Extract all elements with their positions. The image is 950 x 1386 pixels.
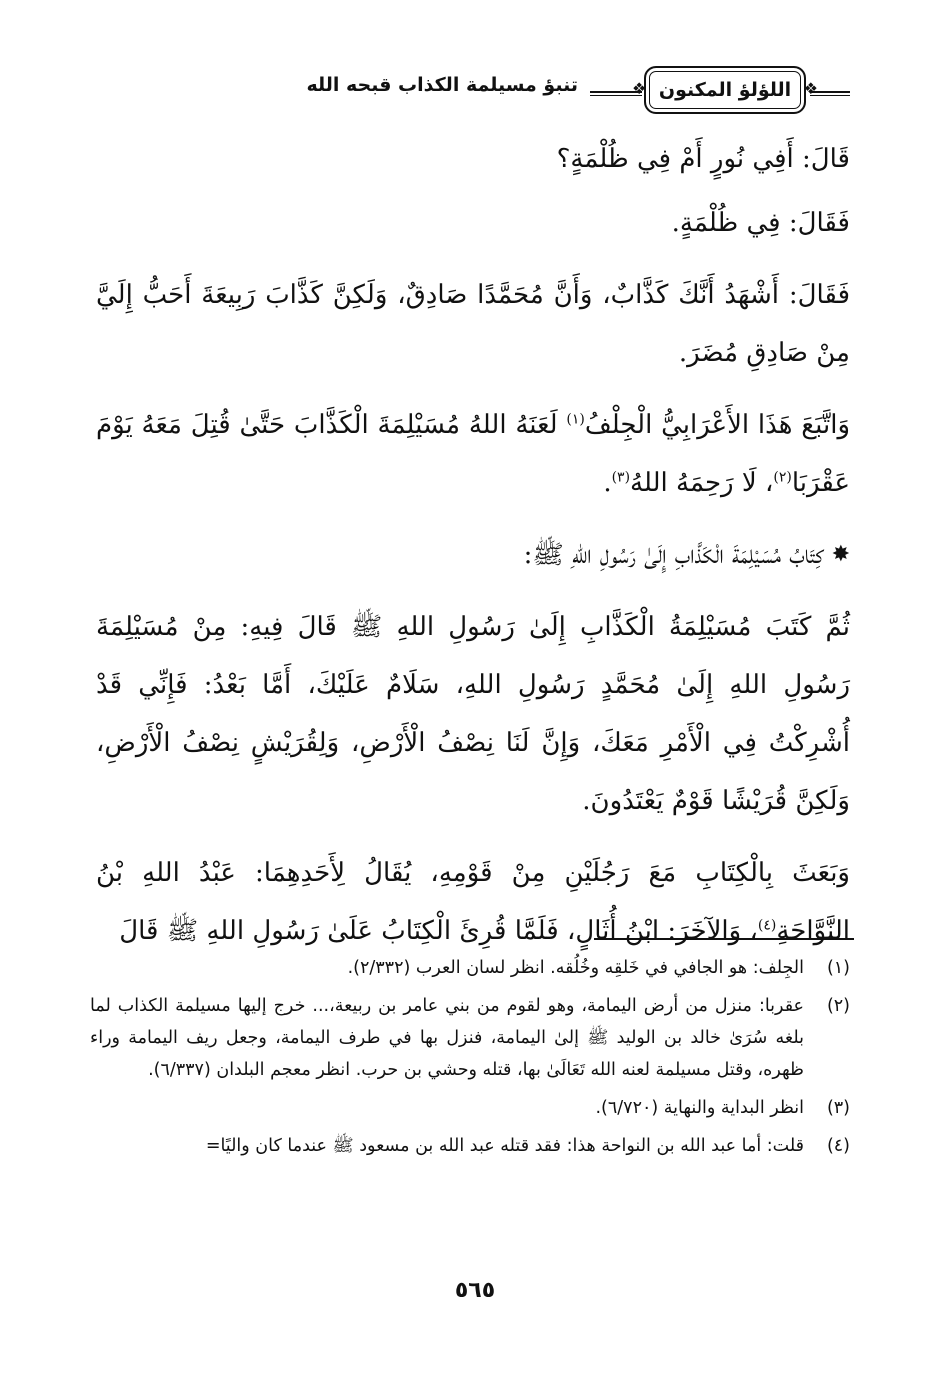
footnote: [90, 990, 850, 1086]
footnote-text: انظر البداية والنهاية (٦/٧٢٠).: [595, 1098, 804, 1118]
section-heading-text: كِتَابُ مُسَيْلِمَةَ الْكَذَّابِ إِلَىٰ رَسُولِ اللهِ ﷺ:: [523, 540, 824, 570]
running-header: [92, 58, 850, 118]
text-run: وَبَعَثَ بِالْكِتَابِ مَعَ رَجُلَيْنِ مِنْ قَوْمِهِ، يُقَالُ لِأَحَدِهِمَا: عَبْدُ اللهِ بْنُ النَّوَّاحَةِ: [96, 858, 850, 946]
paragraph: فَقَالَ: فِي ظُلْمَةٍ.: [671, 208, 850, 238]
footnote-ref: (٢): [773, 469, 792, 486]
book-title-cartouche: [632, 66, 818, 114]
footnote-ref: (٣): [611, 469, 631, 486]
text-run: لَعَنَهُ اللهُ مُسَيْلِمَةَ الْكَذَّابَ حَتَّىٰ قُتِلَ مَعَهُ يَوْمَ عَقْرَبَا: [96, 410, 850, 498]
section-heading: [96, 526, 850, 584]
footnote-text: عقربا: منزل من أرض اليمامة، وهو لقوم من بني عامر بن ربيعة،... خرج إليها مسيلمة الكذاب لما بلغه سُرَىٰ خالد بن الوليد ﷺ إلىٰ اليمامة، فنزل بها في طرف اليمامة، وجعل ريف اليمامة وراء ظهره، وقتل مسيلمة لعنه الله تَعَالَىٰ بها، قتله وحشي بن حرب. انظر معجم البلدان (٦/٣٣٧).: [90, 996, 804, 1080]
paragraph: [96, 844, 850, 960]
paragraph: ثُمَّ كَتَبَ مُسَيْلِمَةُ الْكَذَّابِ إِلَىٰ رَسُولِ اللهِ ﷺ قَالَ فِيهِ: مِنْ مُسَيْلِمَةَ رَسُولِ اللهِ إِلَىٰ مُحَمَّدٍ رَسُولِ اللهِ، سَلَامٌ عَلَيْكَ، أَمَّا بَعْدُ: فَإِنِّي قَدْ أُشْرِكْتُ فِي الْأَمْرِ مَعَكَ، وَإِنَّ لَنَا نِصْفُ الْأَرْضِ، وَلِقُرَيْشٍ نِصْفُ الْأَرْضِ، وَلَكِنَّ قُرَيْشًا قَوْمٌ يَعْتَدُونَ.: [96, 612, 850, 816]
footnote-number: (٣): [826, 1098, 850, 1118]
book-title: اللؤلؤ المكنون: [658, 79, 792, 101]
footnote: [90, 1092, 850, 1124]
header-rule-mid: [590, 91, 642, 96]
ornament-icon: ❖: [632, 79, 647, 98]
footnote-separator: [594, 938, 854, 940]
footnote-number: (٢): [826, 996, 850, 1016]
paragraph: فَقَالَ: أَشْهَدُ أَنَّكَ كَذَّابٌ، وَأَنَّ مُحَمَّدًا صَادِقٌ، وَلَكِنَّ كَذَّابَ رَبِيعَةَ أَحَبُّ إِلَيَّ مِنْ صَادِقِ مُضَرَ.: [96, 280, 851, 368]
bullet-ornament-icon: ✸: [831, 542, 850, 567]
main-text: [96, 130, 850, 960]
text-run: .: [603, 468, 612, 498]
footnote-ref: (١): [566, 411, 585, 428]
ornament-icon: ❖: [803, 79, 818, 98]
chapter-title: تنبؤ مسيلمة الكذاب قبحه الله: [306, 74, 578, 96]
text-run: وَاتَّبَعَ هَذَا الأَعْرَابِيُّ الْجِلْفُ: [584, 410, 850, 440]
footnote: [90, 1130, 850, 1162]
footnote-text: قلت: أما عبد الله بن النواحة هذا: فقد قتله عبد الله بن مسعود ﷺ عندما كان واليًا=: [205, 1136, 804, 1156]
footnote-number: (١): [826, 958, 850, 978]
paragraph: [96, 396, 850, 512]
footnote: [90, 952, 850, 984]
text-run: ، وَالآخَرَ: ابْنُ أُثَالٍ، فَلَمَّا قُرِئَ الْكِتَابُ عَلَىٰ رَسُولِ اللهِ ﷺ قَالَ: [119, 916, 758, 946]
page-number: ٥٦٥: [454, 1278, 496, 1303]
footnote-number: (٤): [826, 1136, 850, 1156]
footnotes: [90, 952, 850, 1168]
footnote-text: الجِلف: هو الجافي في خَلقِه وخُلُقه. انظر لسان العرب (٢/٣٣٢).: [347, 958, 804, 978]
footnote-ref: (٤): [757, 917, 777, 934]
text-run: ، لَا رَحِمَهُ اللهُ: [630, 468, 774, 498]
paragraph: قَالَ: أَفِي نُورٍ أَمْ فِي ظُلْمَةٍ؟: [556, 144, 850, 174]
